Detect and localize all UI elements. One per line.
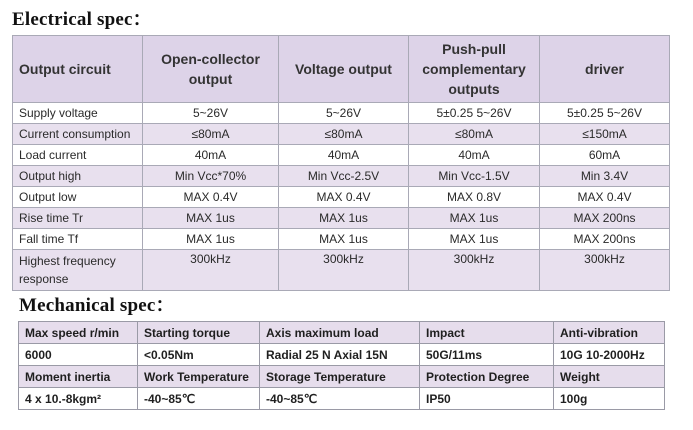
table-cell: 5±0.25 5~26V (540, 103, 670, 124)
table-cell: IP50 (420, 388, 554, 410)
column-header: Axis maximum load (260, 322, 420, 344)
table-cell: 100g (554, 388, 665, 410)
table-cell: MAX 1us (143, 229, 279, 250)
table-row (13, 145, 670, 166)
table-cell: Min Vcc*70% (143, 166, 279, 187)
row-label: Output high (13, 166, 143, 187)
table-cell: Min Vcc-1.5V (409, 166, 540, 187)
table-cell: 300kHz (143, 250, 279, 291)
header-col: Push-pull complementary outputs (409, 36, 540, 103)
electrical-spec-heading: Electrical spec： (12, 9, 152, 30)
table-cell: MAX 1us (409, 208, 540, 229)
table-cell: 6000 (19, 344, 138, 366)
column-header: Max speed r/min (19, 322, 138, 344)
table-row (19, 388, 665, 410)
row-label: Supply voltage (13, 103, 143, 124)
table-cell: MAX 1us (279, 229, 409, 250)
table-cell: 60mA (540, 145, 670, 166)
table-cell: MAX 1us (279, 208, 409, 229)
table-cell: 300kHz (540, 250, 670, 291)
table-row (13, 250, 670, 291)
row-label: Output low (13, 187, 143, 208)
table-cell: MAX 1us (143, 208, 279, 229)
header-col: driver (540, 36, 670, 103)
table-cell: MAX 200ns (540, 208, 670, 229)
table-cell: ≤150mA (540, 124, 670, 145)
table-cell: 5~26V (279, 103, 409, 124)
table-cell: <0.05Nm (138, 344, 260, 366)
table-cell: ≤80mA (279, 124, 409, 145)
table-row (13, 187, 670, 208)
table-cell: 5~26V (143, 103, 279, 124)
row-label: Rise time Tr (13, 208, 143, 229)
table-cell: -40~85℃ (260, 388, 420, 410)
header-col: Open-collector output (143, 36, 279, 103)
table-cell: Min 3.4V (540, 166, 670, 187)
table-row (13, 208, 670, 229)
table-cell: Min Vcc-2.5V (279, 166, 409, 187)
mechanical-spec-table (18, 321, 665, 410)
table-cell: 50G/11ms (420, 344, 554, 366)
column-header: Storage Temperature (260, 366, 420, 388)
table-cell: 10G 10-2000Hz (554, 344, 665, 366)
electrical-spec-body (13, 36, 670, 291)
table-row (13, 103, 670, 124)
table-cell: MAX 0.4V (279, 187, 409, 208)
column-header: Weight (554, 366, 665, 388)
table-row (13, 124, 670, 145)
table-cell: 40mA (279, 145, 409, 166)
table-cell: MAX 0.8V (409, 187, 540, 208)
table-cell: 5±0.25 5~26V (409, 103, 540, 124)
table-cell: ≤80mA (409, 124, 540, 145)
table-cell: MAX 1us (409, 229, 540, 250)
table-cell: Radial 25 N Axial 15N (260, 344, 420, 366)
table-cell: ≤80mA (143, 124, 279, 145)
column-header: Starting torque (138, 322, 260, 344)
table-row (13, 229, 670, 250)
row-label: Fall time Tf (13, 229, 143, 250)
table-cell: 300kHz (279, 250, 409, 291)
header-row (19, 322, 665, 344)
mechanical-spec-heading: Mechanical spec： (19, 295, 175, 316)
row-label: Current consumption (13, 124, 143, 145)
header-col: Voltage output (279, 36, 409, 103)
table-row (13, 166, 670, 187)
header-label: Output circuit (13, 36, 143, 103)
column-header: Protection Degree (420, 366, 554, 388)
table-cell: 40mA (409, 145, 540, 166)
table-cell: 4 x 10.-8kgm² (19, 388, 138, 410)
mechanical-spec-body (19, 322, 665, 410)
electrical-spec-table (12, 35, 670, 291)
column-header: Impact (420, 322, 554, 344)
header-row (19, 366, 665, 388)
table-cell: MAX 0.4V (143, 187, 279, 208)
table-cell: -40~85℃ (138, 388, 260, 410)
column-header: Anti-vibration (554, 322, 665, 344)
table-cell: MAX 200ns (540, 229, 670, 250)
header-row (13, 36, 670, 103)
column-header: Moment inertia (19, 366, 138, 388)
table-cell: MAX 0.4V (540, 187, 670, 208)
column-header: Work Temperature (138, 366, 260, 388)
row-label: Highest frequency response (13, 250, 143, 291)
table-cell: 40mA (143, 145, 279, 166)
table-cell: 300kHz (409, 250, 540, 291)
table-row (19, 344, 665, 366)
row-label: Load current (13, 145, 143, 166)
